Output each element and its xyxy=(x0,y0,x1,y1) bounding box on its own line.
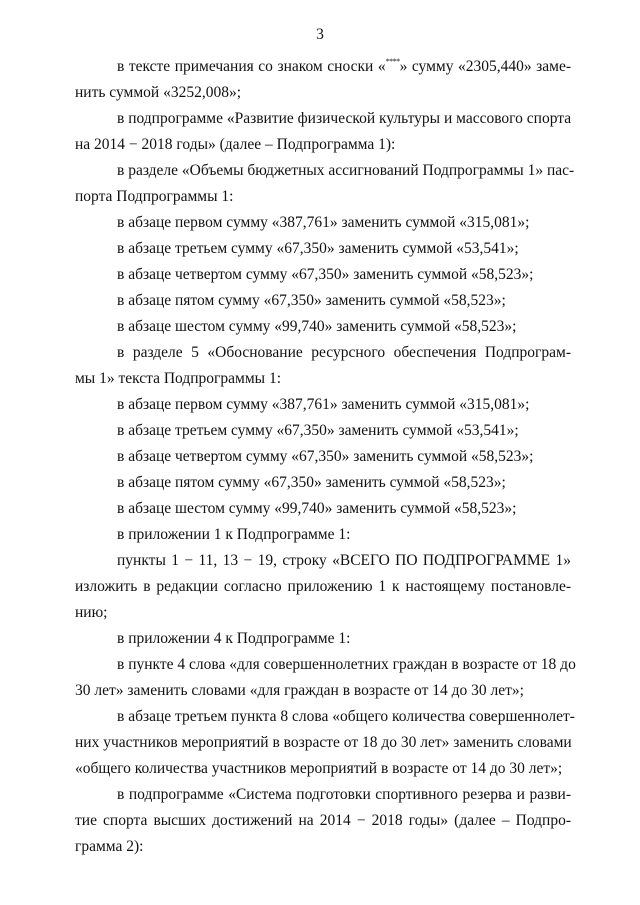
page-number: 3 xyxy=(316,26,324,43)
text-line: в приложении 1 к Подпрограмме 1: xyxy=(117,526,351,543)
text-line xyxy=(117,57,571,79)
text-line: в абзаце третьем сумму «67,350» заменить суммой «53,541»; xyxy=(117,240,519,257)
text-line: в пункте 4 слова «для совершеннолетних граждан в возрасте от 18 до xyxy=(117,656,576,673)
text-line: пункты 1 − 11, 13 − 19, строку «ВСЕГО ПО ПОДПРОГРАММЕ 1» xyxy=(117,552,571,569)
text-line: в абзаце первом сумму «387,761» заменить суммой «315,081»; xyxy=(117,396,530,413)
text-line: в разделе «Объемы бюджетных ассигнований Подпрограммы 1» пас- xyxy=(117,162,575,179)
text-line: тие спорта высших достижений на 2014 − 2018 годы» (далее – Подпро- xyxy=(75,812,571,829)
text-line: в подпрограмме «Развитие физической культуры и массового спорта xyxy=(117,110,572,127)
text-line: в абзаце шестом сумму «99,740» заменить суммой «58,523»; xyxy=(117,318,517,335)
text-line: в абзаце шестом сумму «99,740» заменить суммой «58,523»; xyxy=(117,500,517,517)
text-line: в абзаце третьем пункта 8 слова «общего количества совершеннолет- xyxy=(117,708,575,725)
text-line: в абзаце первом сумму «387,761» заменить суммой «315,081»; xyxy=(117,214,530,231)
text-line: мы 1» текста Подпрограммы 1: xyxy=(75,370,281,387)
text-line: на 2014 − 2018 годы» (далее – Подпрограмма 1): xyxy=(75,136,396,153)
text-line: в абзаце пятом сумму «67,350» заменить суммой «58,523»; xyxy=(117,292,506,309)
text-line: в подпрограмме «Система подготовки спортивного резерва и разви- xyxy=(117,786,571,803)
text-line: в приложении 4 к Подпрограмме 1: xyxy=(117,630,351,647)
text-line: 30 лет» заменить словами «для граждан в возрасте от 14 до 30 лет»; xyxy=(75,682,524,699)
text-line: порта Подпрограммы 1: xyxy=(75,188,234,205)
text-line: в абзаце третьем сумму «67,350» заменить суммой «53,541»; xyxy=(117,422,519,439)
text-line: нию; xyxy=(75,604,108,621)
text-segment: » сумму «2305,440» заме- xyxy=(399,58,571,75)
text-line: нить суммой «3252,008»; xyxy=(75,84,241,101)
text-line: грамма 2): xyxy=(75,838,144,855)
text-line: них участников мероприятий в возрасте от 18 до 30 лет» заменить словами xyxy=(75,734,572,751)
text-line: изложить в редакции согласно приложению 1 к настоящему постановле- xyxy=(75,578,571,595)
text-line: в разделе 5 «Обоснование ресурсного обеспечения Подпрограм- xyxy=(117,344,571,361)
footnote-mark: **** xyxy=(385,57,400,66)
text-line: в абзаце четвертом сумму «67,350» заменить суммой «58,523»; xyxy=(117,448,534,465)
text-line: в абзаце четвертом сумму «67,350» заменить суммой «58,523»; xyxy=(117,266,534,283)
text-line: «общего количества участников мероприятий в возрасте от 14 до 30 лет»; xyxy=(75,760,563,777)
text-segment: в тексте примечания со знаком сноски « xyxy=(117,58,386,75)
text-line: в абзаце пятом сумму «67,350» заменить суммой «58,523»; xyxy=(117,474,506,491)
